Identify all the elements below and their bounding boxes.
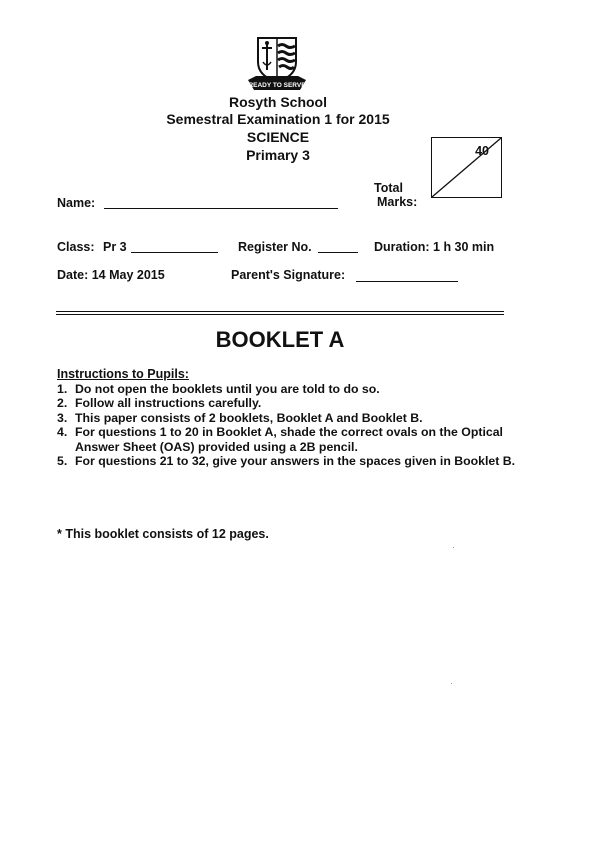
svg-text:READY TO SERVE: READY TO SERVE (248, 82, 306, 89)
instructions-heading: Instructions to Pupils: (57, 367, 189, 381)
duration-text: Duration: 1 h 30 min (374, 240, 495, 254)
school-crest-logo (244, 36, 310, 94)
register-label: Register No. (238, 240, 312, 254)
register-field[interactable] (318, 252, 358, 253)
school-name: Rosyth School (228, 94, 327, 110)
signature-field[interactable] (356, 281, 458, 282)
name-field[interactable] (104, 208, 338, 209)
scan-speck (451, 683, 452, 684)
instruction-item: 3. This paper consists of 2 booklets, Booklet A and Booklet B. (57, 410, 423, 425)
instruction-item: 4. For questions 1 to 20 in Booklet A, shade the correct ovals on the Optical Answer Sheet (OAS) provided using a 2B pencil. (57, 425, 503, 454)
signature-label: Parent's Signature: (231, 268, 346, 282)
divider-line-thin (56, 314, 504, 315)
marks-label: Marks: (377, 195, 418, 209)
instructions-list (57, 382, 517, 468)
total-marks-value: 40 (475, 144, 489, 158)
booklet-title: BOOKLET A (215, 327, 345, 352)
instruction-item: 2. Follow all instructions carefully. (57, 396, 262, 411)
marks-diagonal (432, 138, 501, 197)
scan-speck (453, 547, 454, 548)
class-value: Pr 3 (103, 240, 127, 254)
pages-note: * This booklet consists of 12 pages. (57, 527, 269, 541)
class-field[interactable] (131, 252, 218, 253)
total-marks-box (431, 137, 502, 198)
instruction-item: 5. For questions 21 to 32, give your answers in the spaces given in Booklet B. (57, 454, 516, 469)
exam-date: Date: 14 May 2015 (57, 268, 165, 282)
divider-line (56, 311, 504, 312)
exam-title: Semestral Examination 1 for 2015 (166, 111, 390, 127)
class-label: Class: (57, 240, 95, 254)
instruction-item: 1. Do not open the booklets until you are told to do so. (57, 382, 380, 396)
level-title: Primary 3 (246, 147, 310, 163)
total-label: Total (374, 181, 403, 195)
subject-title: SCIENCE (246, 129, 310, 145)
name-label: Name: (57, 196, 96, 210)
